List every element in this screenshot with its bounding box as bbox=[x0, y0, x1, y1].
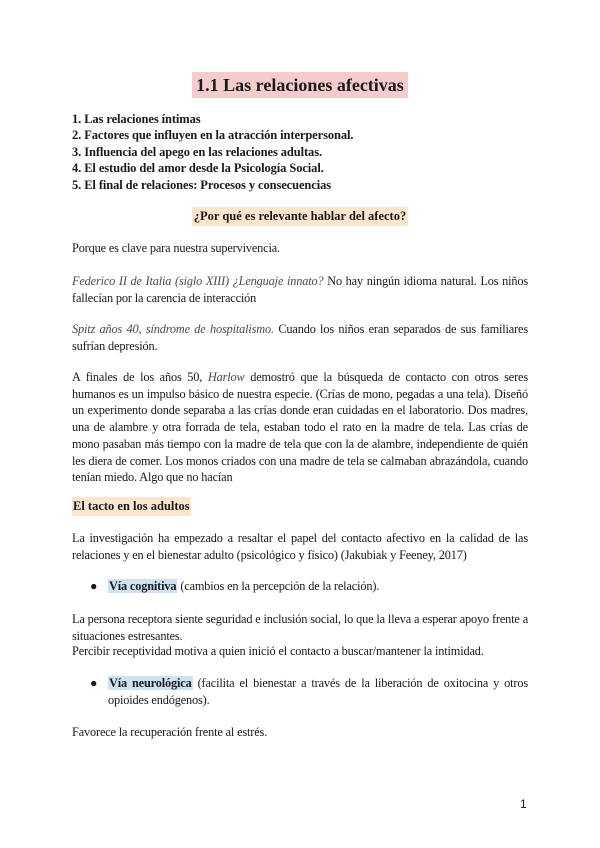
paragraph-tacto: La investigación ha empezado a resaltar el papel del contacto afectivo en la calidad de las relaciones y en el bienestar adulto (psicológico y físico) (Jakubiak y Feeney, 2017) bbox=[72, 531, 528, 562]
paragraph-text: Cuando los niños eran separados de sus familiares sufrían depresión. bbox=[72, 322, 528, 353]
bullet-text: (facilita el bienestar a través de la liberación de oxitocina y otros opioides endógenos). bbox=[108, 676, 528, 707]
paragraph-survival: Porque es clave para nuestra supervivencia. bbox=[72, 241, 280, 255]
toc-item: 5. El final de relaciones: Procesos y consecuencias bbox=[72, 177, 331, 192]
paragraph-spitz bbox=[72, 321, 528, 354]
paragraph-harlow bbox=[72, 369, 528, 486]
highlight-term: Vía neurológica bbox=[109, 676, 192, 690]
toc-item: 3. Influencia del apego en las relaciones adultas. bbox=[72, 144, 322, 159]
toc-item: 1. Las relaciones íntimas bbox=[72, 112, 201, 126]
paragraph-text: demostró que la búsqueda de contacto con otros seres humanos es un impulso básico de nuestra especie. (Crías de mono, pegadas a una tela). Diseñó un experimento donde separaba a las crías donde eran cuidadas en el laboratorio. Dos madres, una de alambre y otra forrada de tela, estaban todo el rato en la madre de tela. Las crías de mono pasaban más tiempo con la madre de tela que con la de alambre, independiente de quién les diera de comer. Los monos criados con una madre de tela se calmaban abrazándola, cuando tenían miedo. Algo que no hacían bbox=[72, 370, 528, 485]
toc-item: 4. El estudio del amor desde la Psicología Social. bbox=[72, 161, 324, 176]
bullet-icon: ● bbox=[90, 579, 98, 593]
page-number: 1 bbox=[520, 797, 527, 811]
italic-reference: Spitz años 40, síndrome de hospitalismo. bbox=[72, 322, 274, 336]
bullet-cognitiva bbox=[90, 578, 528, 595]
question-heading: ¿Por qué es relevante hablar del afecto? bbox=[192, 207, 408, 226]
section-heading: El tacto en los adultos bbox=[72, 497, 191, 516]
paragraph-receptividad: Percibir receptividad motiva a quien inició el contacto a buscar/mantener la intimidad. bbox=[72, 644, 484, 658]
paragraph-text: A finales de los años 50, bbox=[72, 370, 208, 384]
page-title: 1.1 Las relaciones afectivas bbox=[192, 72, 408, 98]
paragraph-text: No hay ningún idioma natural. Los niños fallecían por la carencia de interacción bbox=[72, 274, 528, 305]
paragraph-recuperacion: Favorece la recuperación frente al estrés. bbox=[72, 725, 268, 739]
bullet-neurologica bbox=[90, 675, 528, 708]
toc-item: 2. Factores que influyen en la atracción interpersonal. bbox=[72, 128, 354, 143]
highlight-term: Vía cognitiva bbox=[109, 579, 177, 593]
bullet-icon: ● bbox=[90, 676, 98, 690]
italic-reference: Federico II de Italia (siglo XIII) ¿Lenguaje innato? bbox=[72, 274, 324, 288]
paragraph-federico bbox=[72, 273, 528, 306]
italic-reference: Harlow bbox=[207, 370, 245, 384]
table-of-contents bbox=[72, 111, 532, 193]
paragraph-seguridad: La persona receptora siente seguridad e inclusión social, lo que la lleva a esperar apoyo frente a situaciones estresantes. bbox=[72, 612, 528, 643]
bullet-text: (cambios en la percepción de la relación). bbox=[177, 579, 380, 593]
